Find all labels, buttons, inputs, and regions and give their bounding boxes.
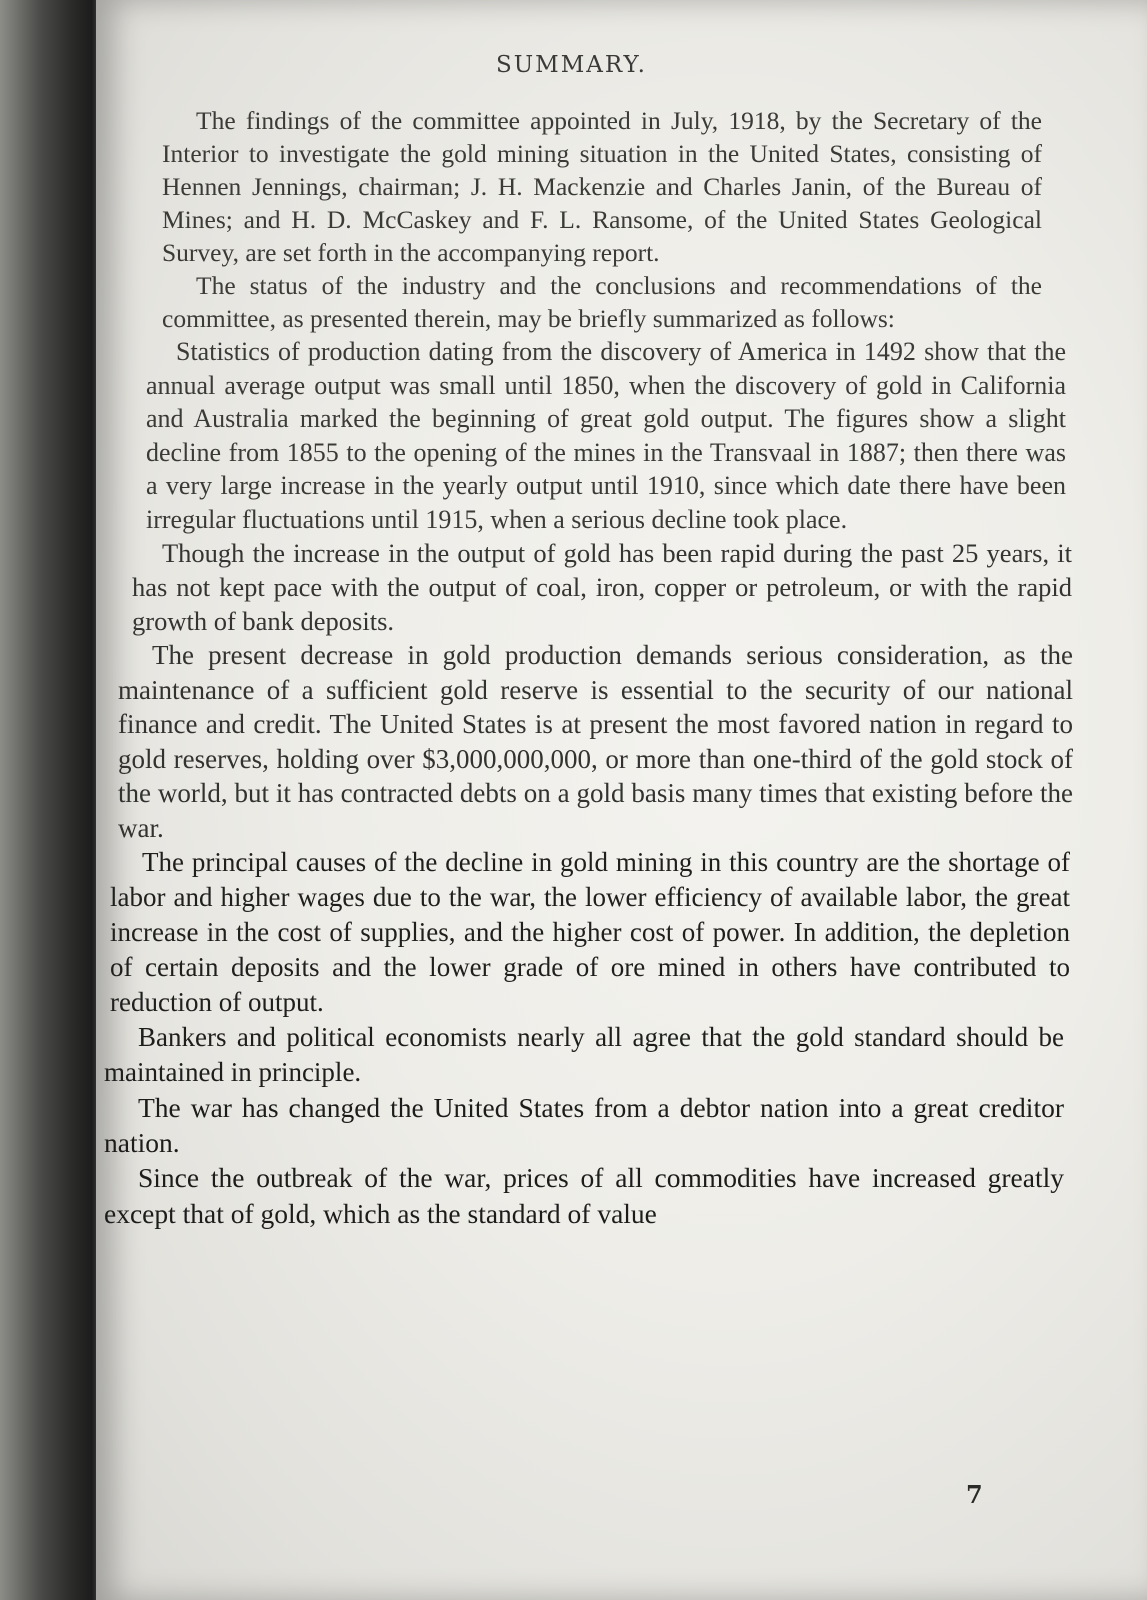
paragraph-committee-findings: The findings of the committee appointed in July, 1918, by the Secretary of the Interior to investigate the gold mining situation in the United States, consisting of Hennen Jennings, chairman; J. H. Mackenzie and Charles Janin, of the Bureau of Mines; and H. D. McCaskey and F. L. Ransome, of the United States Geological Survey, are set forth in the accompanying report. — [162, 106, 1042, 267]
body-text — [104, 104, 1073, 1231]
page-number: 7 — [966, 1480, 983, 1509]
paragraph-commodity-prices: Since the outbreak of the war, prices of all commodities have increased greatly except that of gold, which as the standard of value — [104, 1162, 1064, 1229]
paragraph-status-summary: The status of the industry and the conclusions and recommendations of the committee, as presented therein, may be briefly summarized as follows: — [162, 271, 1042, 333]
book-binding-edge — [0, 0, 100, 1600]
paragraph-production-statistics: Statistics of production dating from the discovery of America in 1492 show that the annual average output was small until 1850, when the discovery of gold in California and Australia marked the beginning of great gold output. The figures show a slight decline from 1855 to the opening of the mines in the Transvaal in 1887; then there was a very large increase in the yearly output until 1910, since which date there have been irregular fluctuations until 1915, when a serious decline took place. — [146, 337, 1066, 534]
paragraph-output-comparison: Though the increase in the output of gold has been rapid during the past 25 years, it has not kept pace with the output of coal, iron, copper or petroleum, or with the rapid growth of bank deposits. — [132, 538, 1072, 636]
paragraph-creditor-nation: The war has changed the United States from a debtor nation into a great creditor nation. — [104, 1092, 1064, 1158]
paragraph-gold-standard: Bankers and political economists nearly all agree that the gold standard should be maintained in principle. — [104, 1022, 1064, 1087]
paragraph-gold-reserve: The present decrease in gold production demands serious consideration, as the maintenance of a sufficient gold reserve is essential to the security of our national finance and credit. The United States is at present the most favored nation in regard to gold reserves, holding over $3,000,000,000, or more than one-third of the gold stock of the world, but it has contracted debts on a gold basis many times that existing before the war. — [118, 640, 1073, 843]
book-page — [96, 0, 1147, 1600]
page-heading: SUMMARY. — [496, 52, 647, 78]
paragraph-decline-causes: The principal causes of the decline in gold mining in this country are the shortage of labor and higher wages due to the war, the lower efficiency of available labor, the great increase in the cost of supplies, and the higher cost of power. In addition, the depletion of certain deposits and the lower grade of ore mined in others have contributed to reduction of output. — [110, 847, 1070, 1017]
